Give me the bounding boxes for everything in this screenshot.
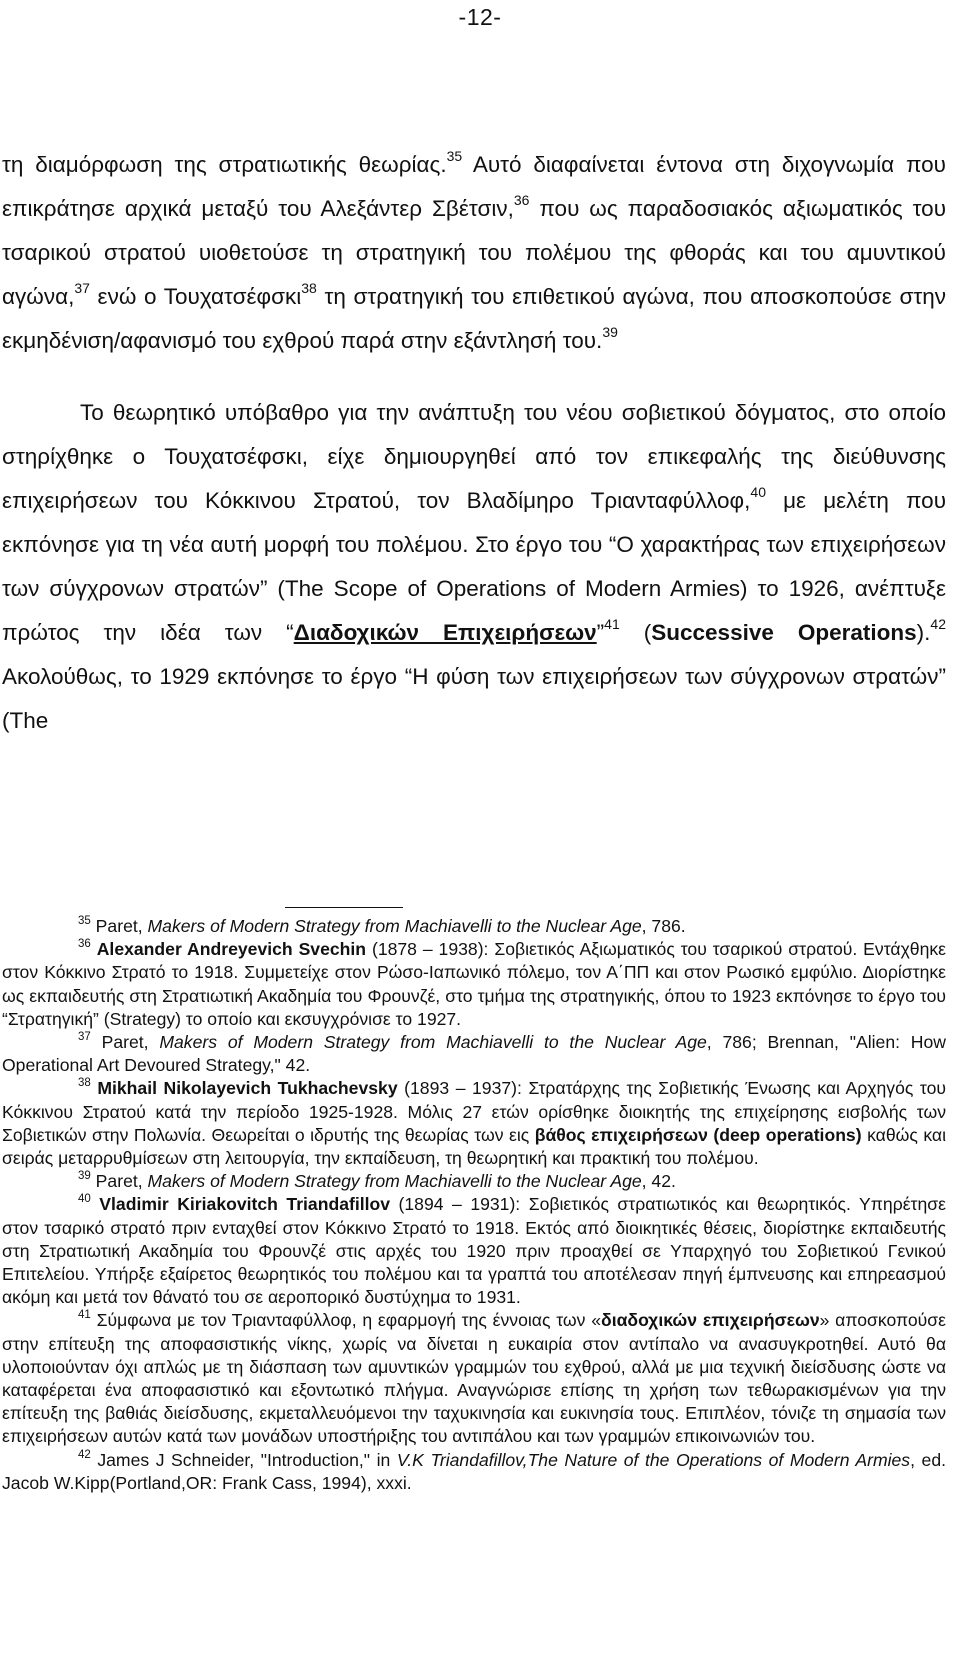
footnote-person-name: Mikhail Nikolayevich Tukhachevsky — [97, 1078, 398, 1099]
footnote-number: 42 — [78, 1448, 91, 1461]
footnote-number: 38 — [78, 1077, 91, 1090]
footnote-39 — [2, 1170, 946, 1193]
footnote-ref-39[interactable]: 39 — [602, 324, 618, 340]
footnotes — [2, 915, 946, 1495]
footnote-number: 37 — [78, 1031, 91, 1044]
p1-text-4: ενώ ο Τουχατσέφσκι — [89, 284, 302, 309]
footnote-separator — [285, 907, 403, 908]
footnote-text: James J Schneider, "Introduction," in — [90, 1449, 397, 1470]
footnote-38 — [2, 1077, 946, 1170]
footnote-text: , 42. — [641, 1171, 676, 1192]
p2-text-2: με μελέτη που εκπόνησε για τη νέα αυτή μορφή του πολέμου. Στο έργο του “Ο χαρακτήρας των επιχειρήσεων των σύγχρονων στρατών” (The Scope of Operations of Modern Armies) το 1926, ανέπτυξε πρώτος την ιδέα των “ — [2, 488, 946, 645]
body-paragraph-2 — [2, 391, 946, 743]
footnote-text: (1894 – 1931): Σοβιετικός στρατιωτικός και θεωρητικός. Υπηρέτησε στον τσαρικό στρατό πριν ενταχθεί στον Κόκκινο Στρατό το 1918. Εκτός από διοικητικές θέσεις, διορίστηκε εκπαιδευτής στη Στρατιωτική Ακαδημία του Φρουνζέ στις αρχές του 1920 πριν προαχθεί σε Υπαρχηγό του Σοβιετικού Γενικού Επιτελείου. Υπήρξε εξαίρετος θεωρητικός του πολέμου και τα γραπτά του αποτέλεσαν πηγή έμπνευσης και επηρεασμού ακόμη και μετά τον θάνατό του σε αεροπορικό δυστύχημα το 1931. — [2, 1194, 946, 1308]
footnote-number: 41 — [78, 1309, 91, 1322]
footnote-ref-37[interactable]: 37 — [74, 280, 90, 296]
footnote-40 — [2, 1193, 946, 1309]
footnote-ref-42[interactable]: 42 — [930, 616, 946, 632]
footnote-title: Makers of Modern Strategy from Machiavelli to the Nuclear Age — [159, 1032, 707, 1053]
p2-text-5: ). — [916, 620, 931, 645]
footnote-person-name: Vladimir Kiriakovitch Triandafillov — [99, 1194, 391, 1215]
footnote-number: 40 — [78, 1193, 91, 1206]
footnote-ref-36[interactable]: 36 — [513, 192, 530, 208]
footnote-text: Paret, — [90, 1032, 160, 1053]
footnote-number: 36 — [78, 938, 91, 951]
footnote-emphasis: βάθος επιχειρήσεων (deep operations) — [534, 1124, 862, 1145]
successive-operations-greek: Διαδοχικών Επιχειρήσεων — [293, 620, 597, 645]
footnote-text: καθώς και σειράς μεταρρυθμίσεων στη λειτουργία, την εκπαίδευση, τη θεωρητική και πρακτική του πολέμου. — [2, 1124, 946, 1169]
footnote-number: 35 — [78, 915, 91, 927]
footnote-ref-35[interactable]: 35 — [446, 148, 463, 164]
footnote-title: Makers of Modern Strategy from Machiavelli to the Nuclear Age — [147, 916, 642, 936]
footnote-text: , 786. — [641, 916, 686, 936]
successive-operations-english: Successive Operations — [651, 620, 917, 645]
p1-text-1: τη διαμόρφωση της στρατιωτικής θεωρίας. — [2, 152, 447, 177]
footnote-35 — [2, 915, 946, 938]
footnote-text: , ed. Jacob W.Kipp(Portland,OR: Frank Cass, 1994), xxxi. — [2, 1449, 946, 1493]
p1-text-2: Αυτό διαφαίνεται έντονα στη διχογνωμία που επικράτησε αρχικά μεταξύ του Αλεξάντερ Σβέτσιν, — [2, 152, 946, 221]
p1-text-3: που ως παραδοσιακός αξιωματικός του τσαρικού στρατού υιοθετούσε τη στρατηγική του πολέμου της φθοράς και του αμυντικού αγώνα, — [2, 196, 947, 309]
footnote-title: V.K Triandafillov,The Nature of the Operations of Modern Armies — [396, 1449, 911, 1470]
footnote-41 — [2, 1309, 946, 1448]
footnote-42 — [2, 1449, 946, 1495]
footnote-text: Σύμφωνα με τον Τριανταφύλλοφ, η εφαρμογή της έννοιας των « — [90, 1310, 602, 1331]
footnote-ref-40[interactable]: 40 — [750, 484, 766, 500]
footnote-person-name: Alexander Andreyevich Svechin — [96, 939, 367, 960]
footnote-36 — [2, 938, 946, 1031]
footnote-text: Paret, — [90, 916, 148, 936]
footnote-number: 39 — [78, 1170, 91, 1183]
body-text — [2, 143, 946, 743]
p2-text-4: ( — [619, 620, 652, 645]
footnote-ref-41[interactable]: 41 — [604, 616, 620, 632]
p1-text-5: τη στρατηγική του επιθετικού αγώνα, που αποσκοπούσε στην εκμηδένιση/αφανισμό του εχθρού παρά στην εξάντλησή του. — [2, 284, 946, 353]
p2-text-3: ” — [596, 620, 605, 645]
page-number: -12- — [458, 4, 502, 30]
body-paragraph-1 — [2, 143, 946, 363]
footnote-title: Makers of Modern Strategy from Machiavelli to the Nuclear Age — [147, 1171, 642, 1192]
footnote-37 — [2, 1031, 946, 1077]
footnote-text: (1893 – 1937): Στρατάρχης της Σοβιετικής Ένωσης και Αρχηγός του Κόκκινου Στρατού κατά την περίοδο 1925-1928. Μόλις 27 ετών ορίσθηκε διοικητής της επιχείρησης εισβολής των Σοβιετικών στην Πολωνία. Θεωρείται ο ιδρυτής της θεωρίας των εις — [2, 1078, 946, 1145]
p2-text-1: Το θεωρητικό υπόβαθρο για την ανάπτυξη του νέου σοβιετικού δόγματος, στο οποίο στηρίχθηκε ο Τουχατσέφσκι, είχε δημιουργηθεί από τον επικεφαλής της διεύθυνσης επιχειρήσεων του Κόκκινου Στρατού, τον Βλαδίμηρο Τριανταφύλλοφ, — [2, 400, 946, 513]
footnote-text: (1878 – 1938): Σοβιετικός Αξιωματικός του τσαρικού στρατού. Εντάχθηκε στον Κόκκινο Στρατό το 1918. Συμμετείχε στον Ρώσο-Ιαπωνικό πόλεμο, τον Α΄ΠΠ και στον Ρωσικό εμφύλιο. Διορίστηκε ως εκπαιδευτής στη Στρατιωτική Ακαδημία του Φρουνζέ, στο τμήμα της στρατηγικής, όπου το 1923 εκπόνησε το έργο του “Στρατηγική” (Strategy) το οποίο και εκσυγχρόνισε το 1927. — [2, 939, 947, 1029]
footnote-emphasis: διαδοχικών επιχειρήσεων — [601, 1310, 820, 1331]
footnote-text: » αποσκοπούσε στην επίτευξη της αποφασιστικής νίκης, χωρίς να δίνεται η ευκαιρία στον αντίπαλο να ανασυγκροτηθεί. Αυτό θα υλοποιούνταν όχι απλώς με τη διάσπαση των αμυντικών γραμμών του εχθρού, αλλά με μια τεχνική διείσδυσης ώστε να καταφέρεται ένα αποφασιστικό και εξοντωτικό πλήγμα. Αναγνώρισε επίσης τη χρήση των τεθωρακισμένων για την επίτευξη της βαθιάς διείσδυσης, εκμεταλλευόμενοι την ταχυκινησία και ευκινησία τους. Επιπλέον, τόνιζε τη σημασία των επιχειρήσεων αυτών κατά των μονάδων υποστήριξης του αντιπάλου και των γραμμών επικοινωνιών του. — [2, 1310, 947, 1447]
footnote-text: Paret, — [90, 1171, 148, 1192]
footnote-text: , 786; Brennan, "Alien: How Operational Art Devoured Strategy," 42. — [2, 1032, 947, 1076]
footnote-ref-38[interactable]: 38 — [301, 280, 317, 296]
p2-text-6: Ακολούθως, το 1929 εκπόνησε το έργο “Η φύση των επιχειρήσεων των σύγχρονων στρατών” (The — [2, 664, 946, 733]
